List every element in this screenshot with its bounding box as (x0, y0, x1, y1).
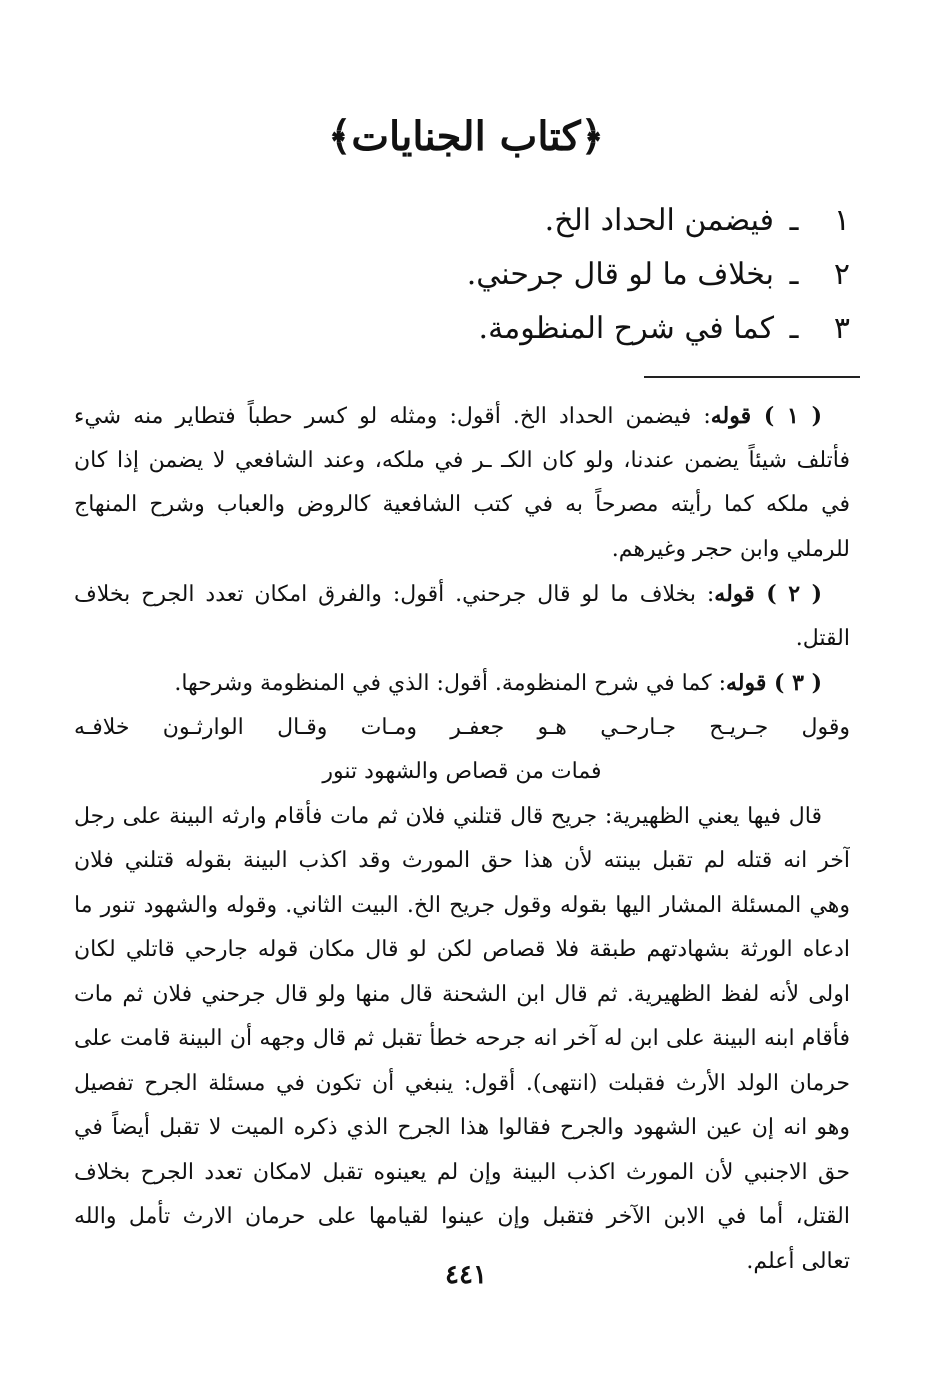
paragraph-line: فأقام ابنه البينة على ابن له آخر انه جرحه خطأ تقبل ثم قال وجهه أن البينة قامت على (74, 1026, 850, 1051)
paragraph-line: وهو انه إن عين الشهود والجرح فقالوا هذا الجرح الذي ذكره الميت لا تقبل أيضاً في (74, 1115, 850, 1140)
footnote-label: ( ٣ ) قوله (725, 670, 822, 696)
footnote-2-line: القتل. (795, 625, 850, 651)
footnote-text: : كما في شرح المنظومة. أقول: الذي في المنظومة وشرحها. (174, 671, 726, 696)
page-number: ٤٤١ (445, 1260, 487, 1290)
footnote-divider (644, 376, 860, 378)
item-number: ٣ (833, 311, 850, 346)
footnote-2-line (74, 572, 850, 617)
footnote-text: : فيضمن الحداد الخ. أقول: ومثله لو كسر حطباً فتطاير منه شيء (74, 404, 711, 429)
item-text: فيضمن الحداد الخ. (544, 203, 774, 238)
footnotes (74, 394, 850, 1284)
footnote-label: ( ١ ) قوله (710, 403, 822, 429)
item-dash: ـ (789, 311, 799, 346)
paragraph-line: تعالى أعلم. (746, 1248, 850, 1274)
footnote-text: : بخلاف ما لو قال جرحني. أقول: والفرق امكان تعدد الجرح بخلاف (74, 582, 715, 607)
footnote-1-line: للرملي وابن حجر وغيرهم. (611, 536, 850, 562)
item-number: ١ (833, 203, 850, 238)
chapter-title: ﴿كتاب الجنايات﴾ (327, 113, 605, 160)
footnote-1-line (74, 394, 850, 439)
paragraph-line: وهي المسئلة المشار اليها بقوله وقول جريح الخ. البيت الثاني. وقوله والشهود تنور ما (74, 892, 850, 918)
paragraph-line: حرمان الولد الأرث فقبلت (انتهى). أقول: ينبغي أن تكون في مسئلة الجرح تفصيل (74, 1070, 850, 1096)
paragraph-line: قال فيها يعني الظهيرية: جريح قال قتلني فلان ثم مات فأقام وارثه البينة على رجل (74, 803, 822, 829)
item-text: بخلاف ما لو قال جرحني. (466, 257, 774, 292)
list-item (250, 248, 850, 302)
poem-verse: فمات من قصاص والشهود تنور (322, 759, 602, 784)
footnote-label: ( ٢ ) قوله (714, 581, 822, 607)
item-dash: ـ (789, 257, 799, 292)
item-number: ٢ (833, 257, 850, 292)
footnote-1-line: في ملكه كما رأيته مصرحاً به في كتب الشافعية كالروض والعباب وشرح المنهاج (74, 492, 850, 517)
paragraph-line: ادعاه الورثة بشهادتهم طبقة فلا قصاص لكن لو قال مكان قوله جارحي قاتلي لكان (74, 937, 850, 962)
item-dash: ـ (789, 203, 799, 238)
list-item (250, 302, 850, 356)
numbered-items (250, 194, 850, 356)
paragraph-line: حق الاجنبي لأن المورث اكذب البينة وإن لم يعينوه تقبل لامكان تعدد الجرح بخلاف (74, 1159, 850, 1185)
footnote-3-line (74, 661, 850, 706)
footnote-1-line: فأتلف شيئاً يضمن عندنا، ولو كان الكـ ـر في ملكه، وعند الشافعي لا يضمن إذا كان (74, 447, 850, 473)
list-item (250, 194, 850, 248)
poem-verse: وقول جـريـح جـارحـي هـو جعفـر ومـات وقـال الوارثـون خلافـه (74, 714, 850, 740)
item-text: كما في شرح المنظومة. (478, 311, 774, 346)
paragraph-line: القتل، أما في الابن الآخر فتقبل وإن عينوا لقيامها على حرمان الارث تأمل والله (74, 1204, 850, 1229)
paragraph-line: اولى لأنه لفظ الظهيرية. ثم قال ابن الشحنة قال منها ولو قال جرحني فلان ثم مات (74, 981, 850, 1007)
paragraph-line: آخر انه قتله لم تقبل بينته لأن هذا حق المورث وقد اكذب البينة بقوله قتلني فلان (74, 848, 850, 873)
